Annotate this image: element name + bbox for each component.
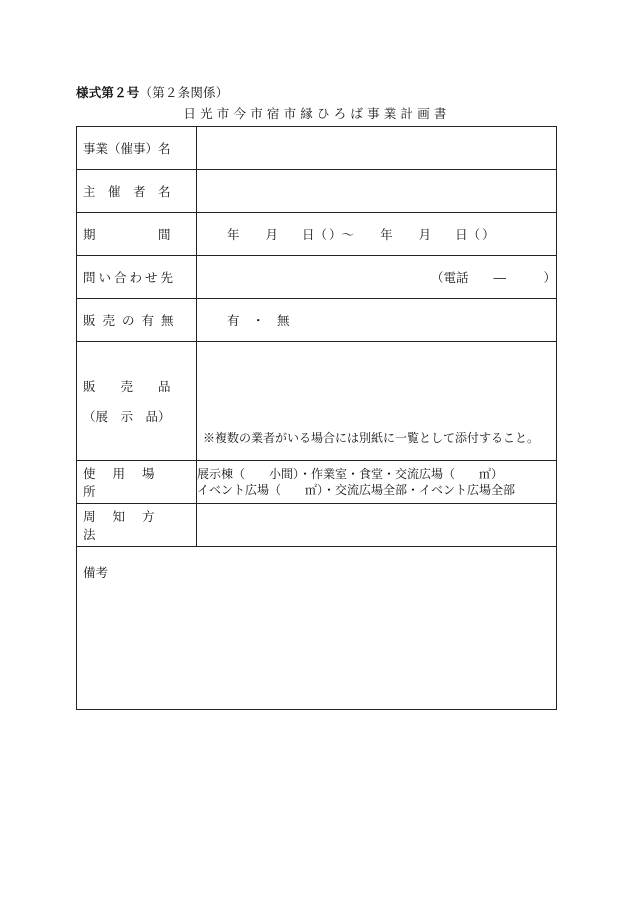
- row-contact: [77, 256, 557, 299]
- end-year: 年: [380, 227, 393, 242]
- method-field[interactable]: [197, 504, 557, 547]
- document-title: 日光市今市宿市縁ひろば事業計画書: [183, 106, 451, 121]
- period-field[interactable]: [197, 213, 557, 256]
- row-period: [77, 213, 557, 256]
- plan-form-table: [76, 126, 557, 710]
- row-organizer: [77, 170, 557, 213]
- location-options-2: イベント広場（ ㎡）・交流広場全部・イベント広場全部: [197, 483, 516, 497]
- location-label: 使用場所: [77, 461, 197, 504]
- contact-field[interactable]: [197, 256, 557, 299]
- goods-field[interactable]: [197, 342, 557, 461]
- notes-field[interactable]: [77, 547, 557, 710]
- method-label: 周知方法: [77, 504, 197, 547]
- form-number: [76, 83, 228, 101]
- row-goods: [77, 342, 557, 461]
- form-number-label: 様式第２号: [76, 85, 140, 100]
- sales-options: 有 ・ 無: [227, 313, 290, 328]
- goods-label: [77, 342, 197, 461]
- form-number-relation: （第２条関係）: [139, 85, 229, 100]
- sales-label: 販売の有無: [77, 299, 197, 342]
- row-notes: [77, 547, 557, 710]
- organizer-field[interactable]: [197, 170, 557, 213]
- organizer-label: 主 催 者 名: [77, 170, 197, 213]
- event-name-field[interactable]: [197, 127, 557, 170]
- row-event-name: [77, 127, 557, 170]
- goods-label-sub: （展 示 品）: [83, 409, 171, 424]
- goods-note: ※複数の業者がいる場合には別紙に一覧として添付すること。: [203, 431, 540, 445]
- row-location: [77, 461, 557, 504]
- start-month: 月: [265, 227, 279, 242]
- notes-label: 備考: [83, 565, 109, 580]
- end-weekday-close: ）: [482, 227, 495, 242]
- row-sales: [77, 299, 557, 342]
- phone-text: （電話 ― ）: [430, 270, 556, 285]
- end-month: 月: [418, 227, 432, 242]
- start-weekday-close: ）〜: [329, 227, 355, 242]
- sales-field[interactable]: [197, 299, 557, 342]
- start-year: 年: [227, 227, 240, 242]
- end-day: 日（: [455, 227, 481, 242]
- location-options-1: 展示棟（ 小間）・作業室・食堂・交流広場（ ㎡）: [197, 467, 504, 481]
- period-label: 期 間: [77, 213, 197, 256]
- contact-label: 問い合わせ先: [77, 256, 197, 299]
- location-field[interactable]: [197, 461, 557, 504]
- start-day: 日（: [302, 227, 328, 242]
- row-method: [77, 504, 557, 547]
- goods-label-main: 販 売 品: [83, 379, 171, 394]
- event-name-label: 事業（催事）名: [77, 127, 197, 170]
